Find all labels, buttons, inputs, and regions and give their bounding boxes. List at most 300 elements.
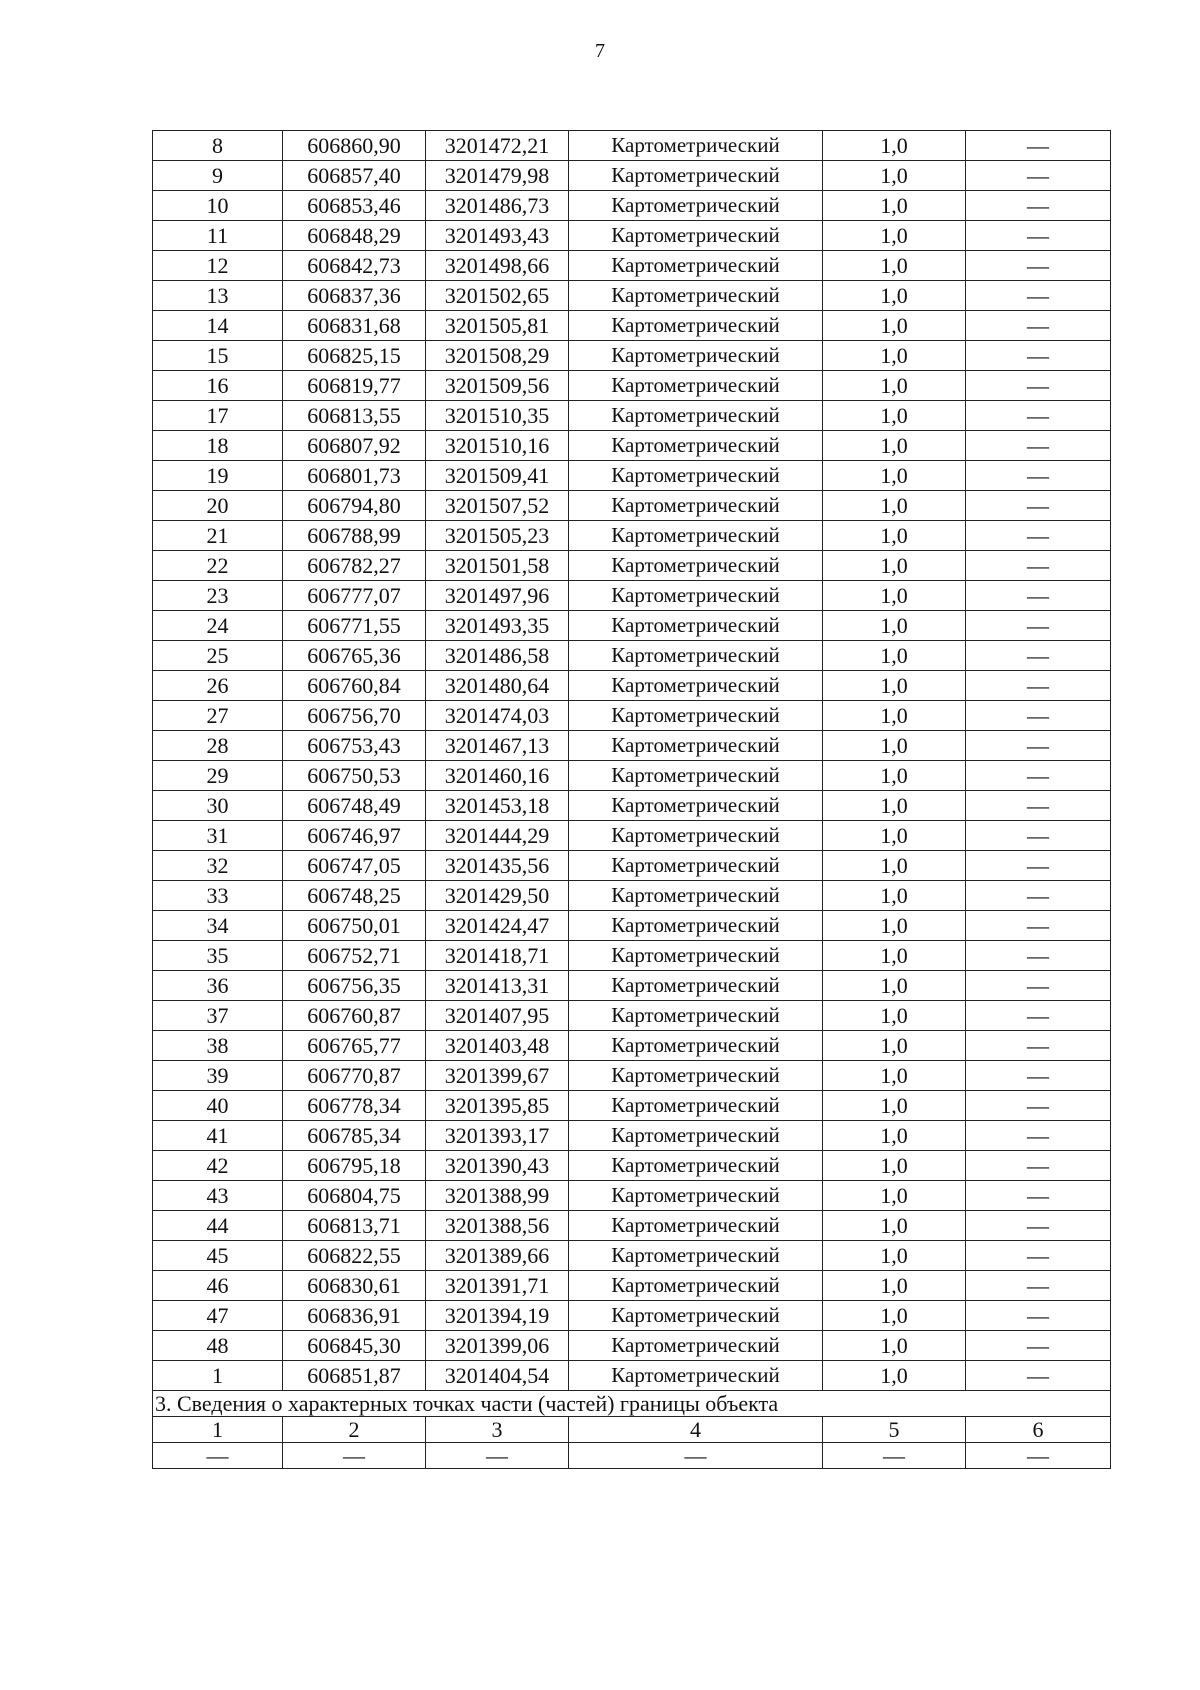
method-cell: Картометрический xyxy=(569,221,823,251)
x-coordinate-cell: 606750,01 xyxy=(283,911,426,941)
y-coordinate-cell: 3201480,64 xyxy=(426,671,569,701)
description-cell: — xyxy=(966,1091,1111,1121)
table-row xyxy=(153,911,1111,941)
description-cell: — xyxy=(966,911,1111,941)
accuracy-cell: 1,0 xyxy=(823,251,966,281)
method-cell: Картометрический xyxy=(569,431,823,461)
table-row xyxy=(153,641,1111,671)
point-number-cell: 25 xyxy=(153,641,283,671)
method-cell: Картометрический xyxy=(569,881,823,911)
table-row xyxy=(153,1181,1111,1211)
point-number-cell: 20 xyxy=(153,491,283,521)
point-number-cell: 17 xyxy=(153,401,283,431)
y-coordinate-cell: 3201510,35 xyxy=(426,401,569,431)
table-row xyxy=(153,1241,1111,1271)
point-number-cell: 11 xyxy=(153,221,283,251)
method-cell: Картометрический xyxy=(569,611,823,641)
method-cell: Картометрический xyxy=(569,281,823,311)
description-cell: — xyxy=(966,401,1111,431)
point-number-cell: 44 xyxy=(153,1211,283,1241)
x-coordinate-cell: 606771,55 xyxy=(283,611,426,641)
boundary-points-table xyxy=(152,130,1111,1469)
y-coordinate-cell: 3201444,29 xyxy=(426,821,569,851)
description-cell: — xyxy=(966,1031,1111,1061)
method-cell: Картометрический xyxy=(569,1091,823,1121)
section3-title: 3. Сведения о характерных точках части (частей) границы объекта xyxy=(153,1391,1111,1417)
x-coordinate-cell: 606770,87 xyxy=(283,1061,426,1091)
description-cell: — xyxy=(966,311,1111,341)
point-number-cell: 42 xyxy=(153,1151,283,1181)
method-cell: Картометрический xyxy=(569,1001,823,1031)
accuracy-cell: 1,0 xyxy=(823,1181,966,1211)
description-cell: — xyxy=(966,581,1111,611)
accuracy-cell: 1,0 xyxy=(823,941,966,971)
x-coordinate-cell: 606747,05 xyxy=(283,851,426,881)
description-cell: — xyxy=(966,791,1111,821)
point-number-cell: 32 xyxy=(153,851,283,881)
point-number-cell: 26 xyxy=(153,671,283,701)
description-cell: — xyxy=(966,341,1111,371)
description-cell: — xyxy=(966,551,1111,581)
y-coordinate-cell: 3201399,67 xyxy=(426,1061,569,1091)
x-coordinate-cell: 606836,91 xyxy=(283,1301,426,1331)
accuracy-cell: 1,0 xyxy=(823,821,966,851)
point-number-cell: 31 xyxy=(153,821,283,851)
empty-cell: — xyxy=(426,1443,569,1469)
accuracy-cell: 1,0 xyxy=(823,641,966,671)
x-coordinate-cell: 606857,40 xyxy=(283,161,426,191)
section3-empty-row xyxy=(153,1443,1111,1469)
accuracy-cell: 1,0 xyxy=(823,1331,966,1361)
method-cell: Картометрический xyxy=(569,791,823,821)
description-cell: — xyxy=(966,1121,1111,1151)
description-cell: — xyxy=(966,1211,1111,1241)
table-row xyxy=(153,521,1111,551)
accuracy-cell: 1,0 xyxy=(823,341,966,371)
accuracy-cell: 1,0 xyxy=(823,881,966,911)
point-number-cell: 15 xyxy=(153,341,283,371)
accuracy-cell: 1,0 xyxy=(823,221,966,251)
table-row xyxy=(153,971,1111,1001)
description-cell: — xyxy=(966,1271,1111,1301)
method-cell: Картометрический xyxy=(569,671,823,701)
description-cell: — xyxy=(966,251,1111,281)
x-coordinate-cell: 606748,49 xyxy=(283,791,426,821)
accuracy-cell: 1,0 xyxy=(823,131,966,161)
x-coordinate-cell: 606794,80 xyxy=(283,491,426,521)
method-cell: Картометрический xyxy=(569,821,823,851)
x-coordinate-cell: 606813,55 xyxy=(283,401,426,431)
method-cell: Картометрический xyxy=(569,491,823,521)
description-cell: — xyxy=(966,371,1111,401)
header-cell: 3 xyxy=(426,1417,569,1443)
point-number-cell: 27 xyxy=(153,701,283,731)
x-coordinate-cell: 606830,61 xyxy=(283,1271,426,1301)
accuracy-cell: 1,0 xyxy=(823,731,966,761)
table-row xyxy=(153,371,1111,401)
description-cell: — xyxy=(966,1151,1111,1181)
accuracy-cell: 1,0 xyxy=(823,1361,966,1391)
x-coordinate-cell: 606750,53 xyxy=(283,761,426,791)
x-coordinate-cell: 606819,77 xyxy=(283,371,426,401)
accuracy-cell: 1,0 xyxy=(823,1271,966,1301)
x-coordinate-cell: 606760,87 xyxy=(283,1001,426,1031)
y-coordinate-cell: 3201479,98 xyxy=(426,161,569,191)
method-cell: Картометрический xyxy=(569,371,823,401)
y-coordinate-cell: 3201460,16 xyxy=(426,761,569,791)
x-coordinate-cell: 606746,97 xyxy=(283,821,426,851)
accuracy-cell: 1,0 xyxy=(823,581,966,611)
point-number-cell: 36 xyxy=(153,971,283,1001)
description-cell: — xyxy=(966,881,1111,911)
accuracy-cell: 1,0 xyxy=(823,1091,966,1121)
page-number: 7 xyxy=(595,40,605,62)
method-cell: Картометрический xyxy=(569,851,823,881)
description-cell: — xyxy=(966,941,1111,971)
y-coordinate-cell: 3201505,81 xyxy=(426,311,569,341)
y-coordinate-cell: 3201393,17 xyxy=(426,1121,569,1151)
accuracy-cell: 1,0 xyxy=(823,791,966,821)
point-number-cell: 13 xyxy=(153,281,283,311)
table-row xyxy=(153,1091,1111,1121)
method-cell: Картометрический xyxy=(569,941,823,971)
accuracy-cell: 1,0 xyxy=(823,1031,966,1061)
y-coordinate-cell: 3201467,13 xyxy=(426,731,569,761)
empty-cell: — xyxy=(283,1443,426,1469)
accuracy-cell: 1,0 xyxy=(823,1211,966,1241)
x-coordinate-cell: 606753,43 xyxy=(283,731,426,761)
accuracy-cell: 1,0 xyxy=(823,161,966,191)
header-cell: 5 xyxy=(823,1417,966,1443)
description-cell: — xyxy=(966,221,1111,251)
description-cell: — xyxy=(966,281,1111,311)
table-row xyxy=(153,1211,1111,1241)
y-coordinate-cell: 3201388,99 xyxy=(426,1181,569,1211)
table-row xyxy=(153,1061,1111,1091)
x-coordinate-cell: 606825,15 xyxy=(283,341,426,371)
method-cell: Картометрический xyxy=(569,161,823,191)
y-coordinate-cell: 3201486,73 xyxy=(426,191,569,221)
description-cell: — xyxy=(966,851,1111,881)
description-cell: — xyxy=(966,671,1111,701)
description-cell: — xyxy=(966,731,1111,761)
point-number-cell: 24 xyxy=(153,611,283,641)
accuracy-cell: 1,0 xyxy=(823,1241,966,1271)
y-coordinate-cell: 3201404,54 xyxy=(426,1361,569,1391)
y-coordinate-cell: 3201399,06 xyxy=(426,1331,569,1361)
y-coordinate-cell: 3201502,65 xyxy=(426,281,569,311)
table-row xyxy=(153,431,1111,461)
table-row xyxy=(153,581,1111,611)
method-cell: Картометрический xyxy=(569,581,823,611)
accuracy-cell: 1,0 xyxy=(823,671,966,701)
method-cell: Картометрический xyxy=(569,1151,823,1181)
point-number-cell: 19 xyxy=(153,461,283,491)
y-coordinate-cell: 3201403,48 xyxy=(426,1031,569,1061)
point-number-cell: 9 xyxy=(153,161,283,191)
y-coordinate-cell: 3201429,50 xyxy=(426,881,569,911)
point-number-cell: 22 xyxy=(153,551,283,581)
table-row xyxy=(153,191,1111,221)
y-coordinate-cell: 3201493,43 xyxy=(426,221,569,251)
y-coordinate-cell: 3201509,41 xyxy=(426,461,569,491)
x-coordinate-cell: 606804,75 xyxy=(283,1181,426,1211)
x-coordinate-cell: 606848,29 xyxy=(283,221,426,251)
accuracy-cell: 1,0 xyxy=(823,851,966,881)
table-row xyxy=(153,341,1111,371)
point-number-cell: 46 xyxy=(153,1271,283,1301)
table-row xyxy=(153,551,1111,581)
description-cell: — xyxy=(966,611,1111,641)
point-number-cell: 38 xyxy=(153,1031,283,1061)
description-cell: — xyxy=(966,701,1111,731)
method-cell: Картометрический xyxy=(569,1031,823,1061)
table-row xyxy=(153,701,1111,731)
x-coordinate-cell: 606785,34 xyxy=(283,1121,426,1151)
header-cell: 1 xyxy=(153,1417,283,1443)
point-number-cell: 47 xyxy=(153,1301,283,1331)
x-coordinate-cell: 606748,25 xyxy=(283,881,426,911)
accuracy-cell: 1,0 xyxy=(823,911,966,941)
method-cell: Картометрический xyxy=(569,761,823,791)
table-row xyxy=(153,791,1111,821)
x-coordinate-cell: 606777,07 xyxy=(283,581,426,611)
table-row xyxy=(153,731,1111,761)
y-coordinate-cell: 3201418,71 xyxy=(426,941,569,971)
method-cell: Картометрический xyxy=(569,341,823,371)
accuracy-cell: 1,0 xyxy=(823,1121,966,1151)
empty-cell: — xyxy=(569,1443,823,1469)
x-coordinate-cell: 606837,36 xyxy=(283,281,426,311)
method-cell: Картометрический xyxy=(569,251,823,281)
x-coordinate-cell: 606756,35 xyxy=(283,971,426,1001)
table-row xyxy=(153,131,1111,161)
x-coordinate-cell: 606782,27 xyxy=(283,551,426,581)
x-coordinate-cell: 606845,30 xyxy=(283,1331,426,1361)
table-row xyxy=(153,281,1111,311)
description-cell: — xyxy=(966,761,1111,791)
point-number-cell: 39 xyxy=(153,1061,283,1091)
table-row xyxy=(153,161,1111,191)
x-coordinate-cell: 606813,71 xyxy=(283,1211,426,1241)
x-coordinate-cell: 606853,46 xyxy=(283,191,426,221)
empty-cell: — xyxy=(966,1443,1111,1469)
y-coordinate-cell: 3201407,95 xyxy=(426,1001,569,1031)
point-number-cell: 34 xyxy=(153,911,283,941)
header-cell: 4 xyxy=(569,1417,823,1443)
table-row xyxy=(153,671,1111,701)
accuracy-cell: 1,0 xyxy=(823,1301,966,1331)
y-coordinate-cell: 3201497,96 xyxy=(426,581,569,611)
y-coordinate-cell: 3201510,16 xyxy=(426,431,569,461)
method-cell: Картометрический xyxy=(569,1211,823,1241)
description-cell: — xyxy=(966,971,1111,1001)
y-coordinate-cell: 3201388,56 xyxy=(426,1211,569,1241)
accuracy-cell: 1,0 xyxy=(823,701,966,731)
description-cell: — xyxy=(966,431,1111,461)
description-cell: — xyxy=(966,491,1111,521)
table-row xyxy=(153,881,1111,911)
x-coordinate-cell: 606831,68 xyxy=(283,311,426,341)
method-cell: Картометрический xyxy=(569,971,823,1001)
point-number-cell: 21 xyxy=(153,521,283,551)
method-cell: Картометрический xyxy=(569,1181,823,1211)
method-cell: Картометрический xyxy=(569,911,823,941)
x-coordinate-cell: 606801,73 xyxy=(283,461,426,491)
table-body xyxy=(153,131,1111,1391)
y-coordinate-cell: 3201474,03 xyxy=(426,701,569,731)
point-number-cell: 29 xyxy=(153,761,283,791)
table-row xyxy=(153,1331,1111,1361)
header-cell: 2 xyxy=(283,1417,426,1443)
empty-cell: — xyxy=(823,1443,966,1469)
table-row xyxy=(153,1001,1111,1031)
method-cell: Картометрический xyxy=(569,731,823,761)
table-row xyxy=(153,851,1111,881)
method-cell: Картометрический xyxy=(569,191,823,221)
accuracy-cell: 1,0 xyxy=(823,521,966,551)
y-coordinate-cell: 3201508,29 xyxy=(426,341,569,371)
table-row xyxy=(153,1121,1111,1151)
x-coordinate-cell: 606842,73 xyxy=(283,251,426,281)
y-coordinate-cell: 3201453,18 xyxy=(426,791,569,821)
y-coordinate-cell: 3201390,43 xyxy=(426,1151,569,1181)
y-coordinate-cell: 3201391,71 xyxy=(426,1271,569,1301)
y-coordinate-cell: 3201472,21 xyxy=(426,131,569,161)
y-coordinate-cell: 3201394,19 xyxy=(426,1301,569,1331)
point-number-cell: 18 xyxy=(153,431,283,461)
method-cell: Картометрический xyxy=(569,1271,823,1301)
point-number-cell: 41 xyxy=(153,1121,283,1151)
method-cell: Картометрический xyxy=(569,1301,823,1331)
description-cell: — xyxy=(966,1181,1111,1211)
description-cell: — xyxy=(966,521,1111,551)
table-row xyxy=(153,251,1111,281)
description-cell: — xyxy=(966,821,1111,851)
table-row xyxy=(153,221,1111,251)
point-number-cell: 30 xyxy=(153,791,283,821)
x-coordinate-cell: 606765,77 xyxy=(283,1031,426,1061)
y-coordinate-cell: 3201486,58 xyxy=(426,641,569,671)
table-row xyxy=(153,611,1111,641)
x-coordinate-cell: 606752,71 xyxy=(283,941,426,971)
description-cell: — xyxy=(966,1331,1111,1361)
accuracy-cell: 1,0 xyxy=(823,371,966,401)
point-number-cell: 16 xyxy=(153,371,283,401)
y-coordinate-cell: 3201507,52 xyxy=(426,491,569,521)
accuracy-cell: 1,0 xyxy=(823,311,966,341)
y-coordinate-cell: 3201505,23 xyxy=(426,521,569,551)
accuracy-cell: 1,0 xyxy=(823,551,966,581)
point-number-cell: 37 xyxy=(153,1001,283,1031)
y-coordinate-cell: 3201395,85 xyxy=(426,1091,569,1121)
table-row xyxy=(153,461,1111,491)
accuracy-cell: 1,0 xyxy=(823,281,966,311)
table-row xyxy=(153,761,1111,791)
x-coordinate-cell: 606756,70 xyxy=(283,701,426,731)
accuracy-cell: 1,0 xyxy=(823,191,966,221)
description-cell: — xyxy=(966,1061,1111,1091)
y-coordinate-cell: 3201389,66 xyxy=(426,1241,569,1271)
method-cell: Картометрический xyxy=(569,521,823,551)
accuracy-cell: 1,0 xyxy=(823,461,966,491)
point-number-cell: 40 xyxy=(153,1091,283,1121)
y-coordinate-cell: 3201498,66 xyxy=(426,251,569,281)
x-coordinate-cell: 606822,55 xyxy=(283,1241,426,1271)
table-row xyxy=(153,401,1111,431)
x-coordinate-cell: 606788,99 xyxy=(283,521,426,551)
accuracy-cell: 1,0 xyxy=(823,401,966,431)
table-row xyxy=(153,491,1111,521)
point-number-cell: 43 xyxy=(153,1181,283,1211)
method-cell: Картометрический xyxy=(569,1331,823,1361)
method-cell: Картометрический xyxy=(569,1121,823,1151)
description-cell: — xyxy=(966,1301,1111,1331)
x-coordinate-cell: 606851,87 xyxy=(283,1361,426,1391)
accuracy-cell: 1,0 xyxy=(823,431,966,461)
section3-header-row xyxy=(153,1417,1111,1443)
accuracy-cell: 1,0 xyxy=(823,1151,966,1181)
point-number-cell: 45 xyxy=(153,1241,283,1271)
description-cell: — xyxy=(966,641,1111,671)
table-row xyxy=(153,1151,1111,1181)
table-row xyxy=(153,311,1111,341)
point-number-cell: 33 xyxy=(153,881,283,911)
point-number-cell: 10 xyxy=(153,191,283,221)
description-cell: — xyxy=(966,1001,1111,1031)
table-row xyxy=(153,1361,1111,1391)
point-number-cell: 23 xyxy=(153,581,283,611)
method-cell: Картометрический xyxy=(569,311,823,341)
x-coordinate-cell: 606760,84 xyxy=(283,671,426,701)
method-cell: Картометрический xyxy=(569,701,823,731)
empty-cell: — xyxy=(153,1443,283,1469)
x-coordinate-cell: 606807,92 xyxy=(283,431,426,461)
method-cell: Картометрический xyxy=(569,461,823,491)
description-cell: — xyxy=(966,191,1111,221)
accuracy-cell: 1,0 xyxy=(823,761,966,791)
accuracy-cell: 1,0 xyxy=(823,1001,966,1031)
method-cell: Картометрический xyxy=(569,401,823,431)
method-cell: Картометрический xyxy=(569,551,823,581)
point-number-cell: 8 xyxy=(153,131,283,161)
description-cell: — xyxy=(966,161,1111,191)
table-row xyxy=(153,821,1111,851)
method-cell: Картометрический xyxy=(569,131,823,161)
accuracy-cell: 1,0 xyxy=(823,611,966,641)
table-row xyxy=(153,941,1111,971)
y-coordinate-cell: 3201509,56 xyxy=(426,371,569,401)
description-cell: — xyxy=(966,1361,1111,1391)
description-cell: — xyxy=(966,1241,1111,1271)
description-cell: — xyxy=(966,461,1111,491)
x-coordinate-cell: 606778,34 xyxy=(283,1091,426,1121)
description-cell: — xyxy=(966,131,1111,161)
point-number-cell: 28 xyxy=(153,731,283,761)
point-number-cell: 48 xyxy=(153,1331,283,1361)
method-cell: Картометрический xyxy=(569,1241,823,1271)
accuracy-cell: 1,0 xyxy=(823,971,966,1001)
method-cell: Картометрический xyxy=(569,1061,823,1091)
y-coordinate-cell: 3201435,56 xyxy=(426,851,569,881)
y-coordinate-cell: 3201501,58 xyxy=(426,551,569,581)
table-row xyxy=(153,1031,1111,1061)
section3-body xyxy=(153,1391,1111,1469)
section3-title-row xyxy=(153,1391,1111,1417)
method-cell: Картометрический xyxy=(569,1361,823,1391)
table-row xyxy=(153,1271,1111,1301)
x-coordinate-cell: 606765,36 xyxy=(283,641,426,671)
